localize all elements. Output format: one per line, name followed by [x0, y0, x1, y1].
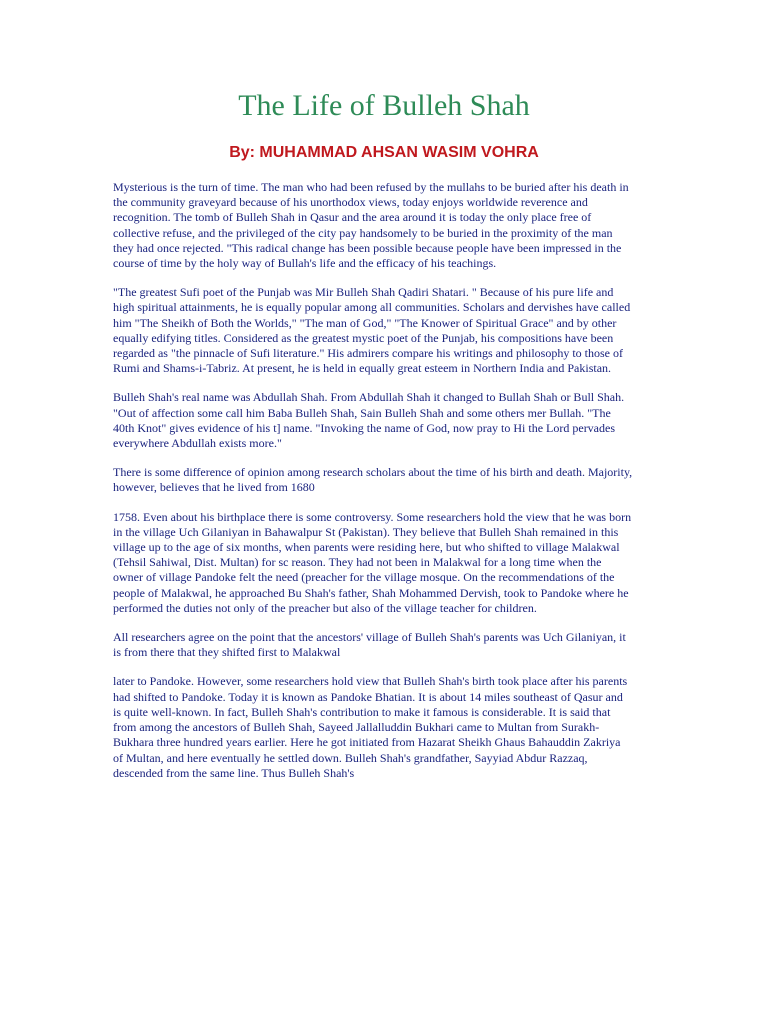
paragraph: Bulleh Shah's real name was Abdullah Shah. From Abdullah Shah it changed to Bullah Shah or Bull Shah. "Out of affection some call him Baba Bulleh Shah, Sain Bulleh Shah and some others mer Bullah. "The 40th Knot" gives evidence of his t] name. "Invoking the name of God, now pray to Hi the Lord pervades everywhere Abdullah exists more."	[113, 390, 625, 451]
document-title: The Life of Bulleh Shah	[238, 89, 530, 122]
author-byline: By: MUHAMMAD AHSAN WASIM VOHRA	[229, 144, 539, 161]
document-body	[113, 180, 633, 795]
paragraph: later to Pandoke. However, some researchers hold view that Bulleh Shah's birth took place after his parents had shifted to Pandoke. Today it is known as Pandoke Bhatian. It is about 14 miles southeast of Qasur and is quite well-known. In fact, Bulleh Shah's contribution to make it famous is considerable. It is said that from among the ancestors of Bulleh Shah, Sayeed Jallalluddin Bukhari came to Multan from Surakh-Bukhara three hundred years earlier. Here he got initiated from Hazarat Sheikh Ghaus Bahauddin Zakriya of Multan, and here eventually he settled down. Bulleh Shah's grandfather, Sayyiad Abdur Razzaq, descended from the same line. Thus Bulleh Shah's	[113, 674, 628, 780]
paragraph: 1758. Even about his birthplace there is some controversy. Some researchers hold the view that he was born in the village Uch Gilaniyan in Bahawalpur St (Pakistan). They believe that Bulleh Shah remained in this village up to the age of six months, when parents were residing here, but who shifted to village Malakwal (Tehsil Sahiwal, Dist. Multan) for sc reason. They had not been in Malakwal for a long time when the owner of village Pandoke felt the need (preacher for the village mosque. On the recommendations of the people of Malakwal, he approached Bu Shah's father, Shah Mohammed Dervish, took to Pandoke where he performed the duties not only of the preacher but also of the village teacher for children.	[113, 509, 632, 615]
paragraph: All researchers agree on the point that the ancestors' village of Bulleh Shah's parents was Uch Gilaniyan, it is from there that they shifted first to Malakwal	[113, 630, 626, 660]
paragraph: There is some difference of opinion among research scholars about the time of his birth and death. Majority, however, believes that he lived from 1680	[113, 465, 633, 495]
paragraph: "The greatest Sufi poet of the Punjab was Mir Bulleh Shah Qadiri Shatari. " Because of his pure life and high spiritual attainments, he is equally popular among all communities. Scholars and dervishes have called him "The Sheikh of Both the Worlds," "The man of God," "The Knower of Spiritual Grace" and by other equally edifying titles. Considered as the greatest mystic poet of the Punjab, his compositions have been regarded as "the pinnacle of Sufi literature." His admirers compare his writings and philosophy to those of Rumi and Shams-i-Tabriz. At present, he is held in equally great esteem in Northern India and Pakistan.	[113, 285, 631, 376]
paragraph: Mysterious is the turn of time. The man who had been refused by the mullahs to be buried after his death in the community graveyard because of his unorthodox views, today enjoys worldwide reverence and recognition. The tomb of Bulleh Shah in Qasur and the area around it is today the only place free of collective refuse, and the privileged of the city pay handsomely to be buried in the proximity of the man they had once rejected. "This radical change has been possible because people have been impressed in the course of time by the holy way of Bullah's life and the efficacy of his teachings.	[113, 180, 629, 271]
